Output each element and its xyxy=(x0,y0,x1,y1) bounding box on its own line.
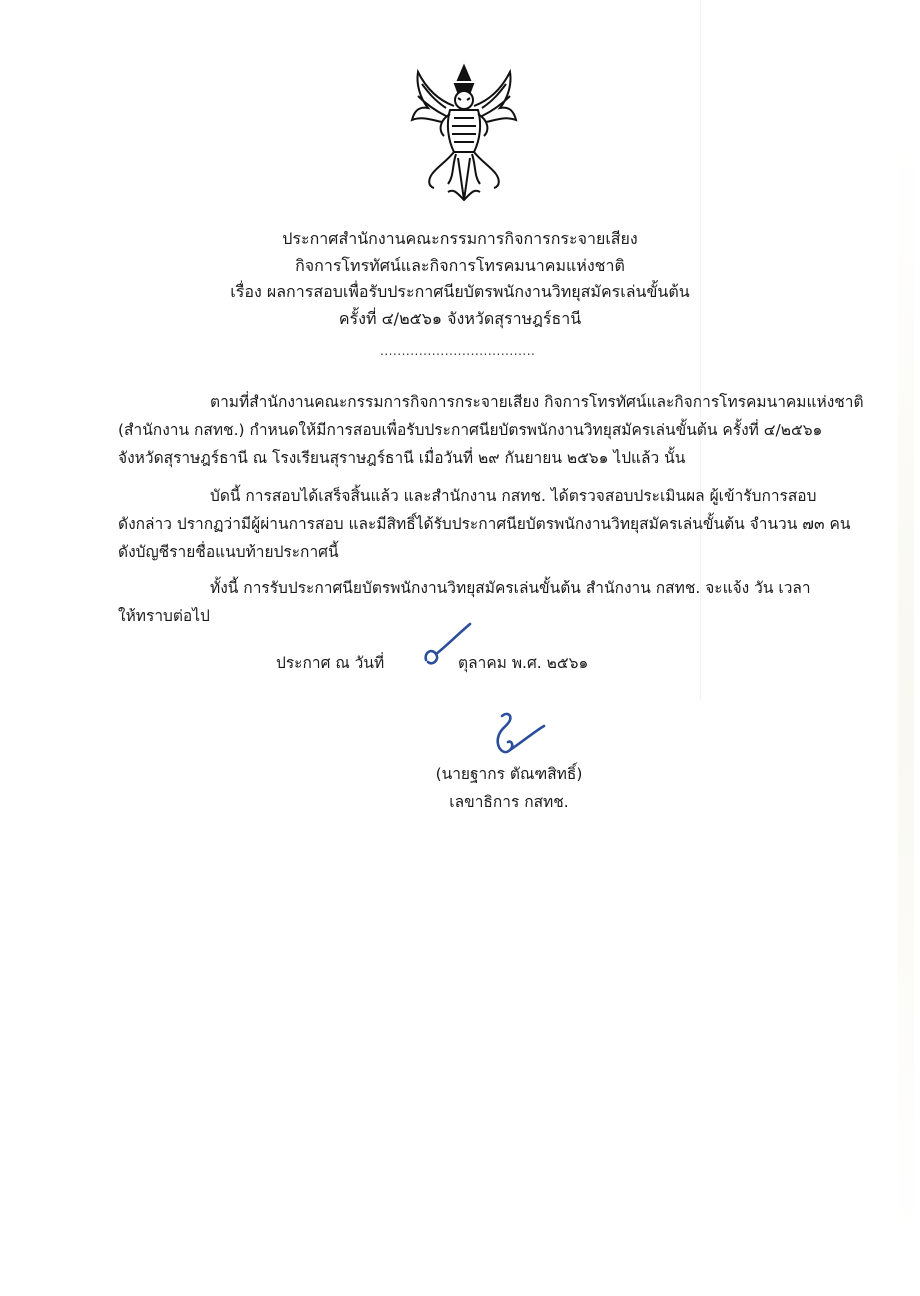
handwritten-day-mark xyxy=(418,618,478,674)
paragraph-2 xyxy=(118,482,851,566)
announcement-month-year: ตุลาคม พ.ศ. ๒๕๖๑ xyxy=(458,654,589,672)
scan-artifact-line xyxy=(700,0,701,700)
paragraph-1-line-1: ตามที่สำนักงานคณะกรรมการกิจการกระจายเสียง กิจการโทรทัศน์และกิจการโทรคมนาคมแห่งชาติ xyxy=(210,393,864,411)
heading-round: ครั้งที่ ๔/๒๕๖๑ จังหวัดสุราษฎร์ธานี xyxy=(338,308,582,328)
paragraph-2-line-2: ดังกล่าว ปรากฏว่ามีผู้ผ่านการสอบ และมีสิทธิ์ได้รับประกาศนียบัตรพนักงานวิทยุสมัครเล่นขั้นต้น จำนวน ๗๓ คน xyxy=(118,515,851,533)
dotted-separator: .................................... xyxy=(380,344,536,358)
garuda-emblem xyxy=(408,62,520,204)
announcement-heading xyxy=(160,226,760,332)
announcement-prefix: ประกาศ ณ วันที่ xyxy=(276,654,385,672)
paragraph-3-line-1: ทั้งนี้ การรับประกาศนียบัตรพนักงานวิทยุสมัครเล่นขั้นต้น สำนักงาน กสทช. จะแจ้ง วัน เวลา xyxy=(210,579,811,597)
paragraph-1-line-3: จังหวัดสุราษฎร์ธานี ณ โรงเรียนสุราษฎร์ธานี เมื่อวันที่ ๒๙ กันยายน ๒๕๖๑ ไปแล้ว นั้น xyxy=(118,449,686,467)
paragraph-3-line-2: ให้ทราบต่อไป xyxy=(118,607,210,625)
paragraph-2-line-1: บัดนี้ การสอบได้เสร็จสิ้นแล้ว และสำนักงาน กสทช. ได้ตรวจสอบประเมินผล ผู้เข้ารับการสอบ xyxy=(210,487,817,505)
heading-line-1: ประกาศสำนักงานคณะกรรมการกิจการกระจายเสียง xyxy=(282,229,638,248)
paragraph-2-line-3: ดังบัญชีรายชื่อแนบท้ายประกาศนี้ xyxy=(118,543,339,561)
heading-line-2: กิจการโทรทัศน์และกิจการโทรคมนาคมแห่งชาติ xyxy=(295,255,625,275)
signer-title: เลขาธิการ กสทช. xyxy=(449,793,569,811)
scan-edge-shading xyxy=(898,140,914,1240)
heading-subject: เรื่อง ผลการสอบเพื่อรับประกาศนียบัตรพนักงานวิทยุสมัครเล่นขั้นต้น xyxy=(230,282,690,301)
signature-mark xyxy=(478,702,550,764)
signer-block xyxy=(434,760,584,816)
paragraph-1-line-2: (สำนักงาน กสทช.) กำหนดให้มีการสอบเพื่อรับประกาศนียบัตรพนักงานวิทยุสมัครเล่นขั้นต้น ครั้งที่ ๔/๒๕๖๑ xyxy=(118,421,823,439)
signer-name: (นายฐากร ตัณฑสิทธิ์) xyxy=(435,765,583,783)
paragraph-1 xyxy=(118,388,864,472)
